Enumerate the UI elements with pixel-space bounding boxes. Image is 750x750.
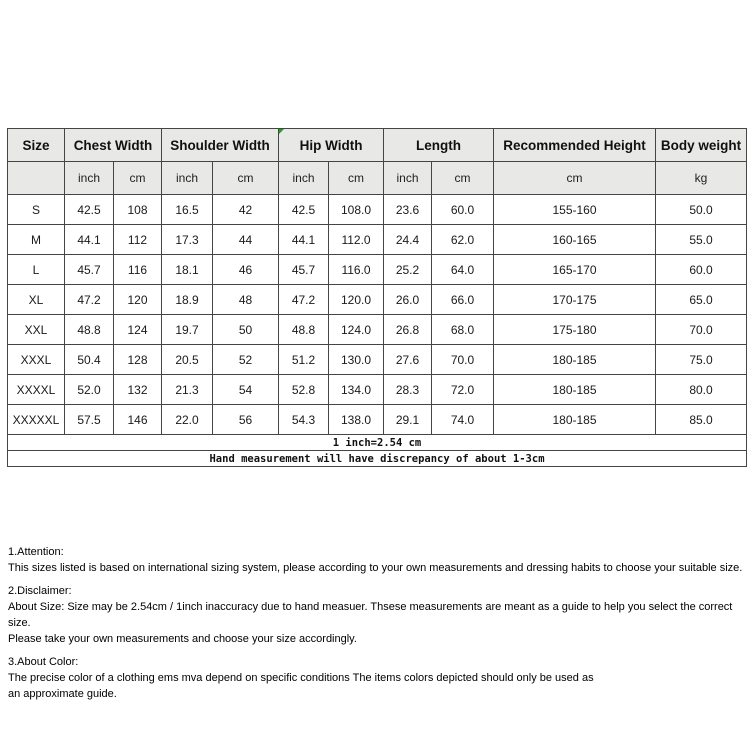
value-cell: 17.3	[162, 225, 213, 255]
value-cell: 20.5	[162, 345, 213, 375]
value-cell: 19.7	[162, 315, 213, 345]
column-header-chest-width: Chest Width	[65, 129, 162, 162]
notes-section	[8, 544, 748, 709]
table-header-row	[8, 129, 747, 162]
value-cell: 24.4	[384, 225, 432, 255]
value-cell: 108	[114, 195, 162, 225]
value-cell: 138.0	[329, 405, 384, 435]
value-cell: 132	[114, 375, 162, 405]
note-line: About Size: Size may be 2.54cm / 1inch inaccuracy due to hand measuer. Thsese measurements are meant as a guide to help you select the correct size.	[8, 601, 733, 629]
size-chart-table	[7, 128, 747, 467]
value-cell: 180-185	[494, 405, 656, 435]
value-cell: 180-185	[494, 375, 656, 405]
note-line: This sizes listed is based on international sizing system, please according to your own measurements and dressing habits to choose your suitable size.	[8, 562, 743, 574]
value-cell: 124.0	[329, 315, 384, 345]
value-cell: 64.0	[432, 255, 494, 285]
value-cell: 68.0	[432, 315, 494, 345]
value-cell: 27.6	[384, 345, 432, 375]
value-cell: 165-170	[494, 255, 656, 285]
column-header-length: Length	[384, 129, 494, 162]
note-block	[8, 654, 748, 702]
value-cell: 28.3	[384, 375, 432, 405]
column-header-recommended-height: Recommended Height	[494, 129, 656, 162]
table-units-row	[8, 162, 747, 195]
size-cell: XXXL	[8, 345, 65, 375]
value-cell: 65.0	[656, 285, 747, 315]
size-cell: L	[8, 255, 65, 285]
footnote-hand-measurement: Hand measurement will have discrepancy of about 1-3cm	[8, 451, 747, 467]
value-cell: 42.5	[279, 195, 329, 225]
table-row	[8, 315, 747, 345]
value-cell: 146	[114, 405, 162, 435]
value-cell: 22.0	[162, 405, 213, 435]
note-line: The precise color of a clothing ems mva depend on specific conditions The items colors depicted should only be used as	[8, 672, 594, 684]
unit-header: cm	[432, 162, 494, 195]
note-line: Please take your own measurements and choose your size accordingly.	[8, 633, 357, 645]
note-block	[8, 544, 748, 576]
value-cell: 75.0	[656, 345, 747, 375]
value-cell: 160-165	[494, 225, 656, 255]
value-cell: 124	[114, 315, 162, 345]
value-cell: 45.7	[65, 255, 114, 285]
table-row	[8, 285, 747, 315]
unit-header: kg	[656, 162, 747, 195]
value-cell: 130.0	[329, 345, 384, 375]
value-cell: 21.3	[162, 375, 213, 405]
unit-header: inch	[384, 162, 432, 195]
value-cell: 60.0	[656, 255, 747, 285]
value-cell: 54	[213, 375, 279, 405]
value-cell: 48.8	[279, 315, 329, 345]
table-row	[8, 225, 747, 255]
value-cell: 62.0	[432, 225, 494, 255]
unit-header: cm	[494, 162, 656, 195]
value-cell: 116.0	[329, 255, 384, 285]
unit-header: cm	[329, 162, 384, 195]
unit-header: inch	[279, 162, 329, 195]
note-line: an approximate guide.	[8, 688, 117, 700]
value-cell: 120	[114, 285, 162, 315]
column-header-shoulder-width: Shoulder Width	[162, 129, 279, 162]
value-cell: 42	[213, 195, 279, 225]
value-cell: 56	[213, 405, 279, 435]
value-cell: 50	[213, 315, 279, 345]
column-header-hip-width: Hip Width	[279, 129, 384, 162]
value-cell: 120.0	[329, 285, 384, 315]
value-cell: 16.5	[162, 195, 213, 225]
value-cell: 47.2	[65, 285, 114, 315]
size-chart	[7, 128, 747, 467]
value-cell: 46	[213, 255, 279, 285]
note-heading: 3.About Color:	[8, 656, 79, 668]
unit-header	[8, 162, 65, 195]
value-cell: 70.0	[656, 315, 747, 345]
value-cell: 52	[213, 345, 279, 375]
size-cell: M	[8, 225, 65, 255]
value-cell: 134.0	[329, 375, 384, 405]
value-cell: 48	[213, 285, 279, 315]
value-cell: 51.2	[279, 345, 329, 375]
column-header-size: Size	[8, 129, 65, 162]
value-cell: 66.0	[432, 285, 494, 315]
table-row	[8, 375, 747, 405]
value-cell: 52.8	[279, 375, 329, 405]
table-head	[8, 129, 747, 195]
value-cell: 112.0	[329, 225, 384, 255]
unit-header: inch	[162, 162, 213, 195]
table-foot	[8, 435, 747, 467]
value-cell: 116	[114, 255, 162, 285]
value-cell: 50.4	[65, 345, 114, 375]
value-cell: 80.0	[656, 375, 747, 405]
footnote-row	[8, 451, 747, 467]
value-cell: 44	[213, 225, 279, 255]
unit-header: cm	[213, 162, 279, 195]
value-cell: 74.0	[432, 405, 494, 435]
value-cell: 175-180	[494, 315, 656, 345]
value-cell: 170-175	[494, 285, 656, 315]
value-cell: 70.0	[432, 345, 494, 375]
value-cell: 180-185	[494, 345, 656, 375]
value-cell: 42.5	[65, 195, 114, 225]
value-cell: 44.1	[279, 225, 329, 255]
unit-header: inch	[65, 162, 114, 195]
value-cell: 108.0	[329, 195, 384, 225]
value-cell: 18.1	[162, 255, 213, 285]
table-row	[8, 195, 747, 225]
size-cell: XXXXL	[8, 375, 65, 405]
value-cell: 29.1	[384, 405, 432, 435]
note-heading: 1.Attention:	[8, 546, 64, 558]
value-cell: 50.0	[656, 195, 747, 225]
note-heading: 2.Disclaimer:	[8, 585, 72, 597]
value-cell: 112	[114, 225, 162, 255]
footnote-row	[8, 435, 747, 451]
value-cell: 72.0	[432, 375, 494, 405]
value-cell: 48.8	[65, 315, 114, 345]
table-row	[8, 405, 747, 435]
value-cell: 52.0	[65, 375, 114, 405]
footnote-inch-conversion: 1 inch=2.54 cm	[8, 435, 747, 451]
value-cell: 23.6	[384, 195, 432, 225]
size-cell: S	[8, 195, 65, 225]
value-cell: 26.8	[384, 315, 432, 345]
table-row	[8, 345, 747, 375]
value-cell: 60.0	[432, 195, 494, 225]
value-cell: 44.1	[65, 225, 114, 255]
note-block	[8, 583, 748, 647]
size-cell: XL	[8, 285, 65, 315]
value-cell: 45.7	[279, 255, 329, 285]
value-cell: 25.2	[384, 255, 432, 285]
column-header-body-weight: Body weight	[656, 129, 747, 162]
table-body	[8, 195, 747, 435]
value-cell: 85.0	[656, 405, 747, 435]
value-cell: 155-160	[494, 195, 656, 225]
value-cell: 47.2	[279, 285, 329, 315]
size-cell: XXL	[8, 315, 65, 345]
size-cell: XXXXXL	[8, 405, 65, 435]
value-cell: 128	[114, 345, 162, 375]
value-cell: 26.0	[384, 285, 432, 315]
unit-header: cm	[114, 162, 162, 195]
table-row	[8, 255, 747, 285]
value-cell: 18.9	[162, 285, 213, 315]
value-cell: 55.0	[656, 225, 747, 255]
value-cell: 54.3	[279, 405, 329, 435]
value-cell: 57.5	[65, 405, 114, 435]
